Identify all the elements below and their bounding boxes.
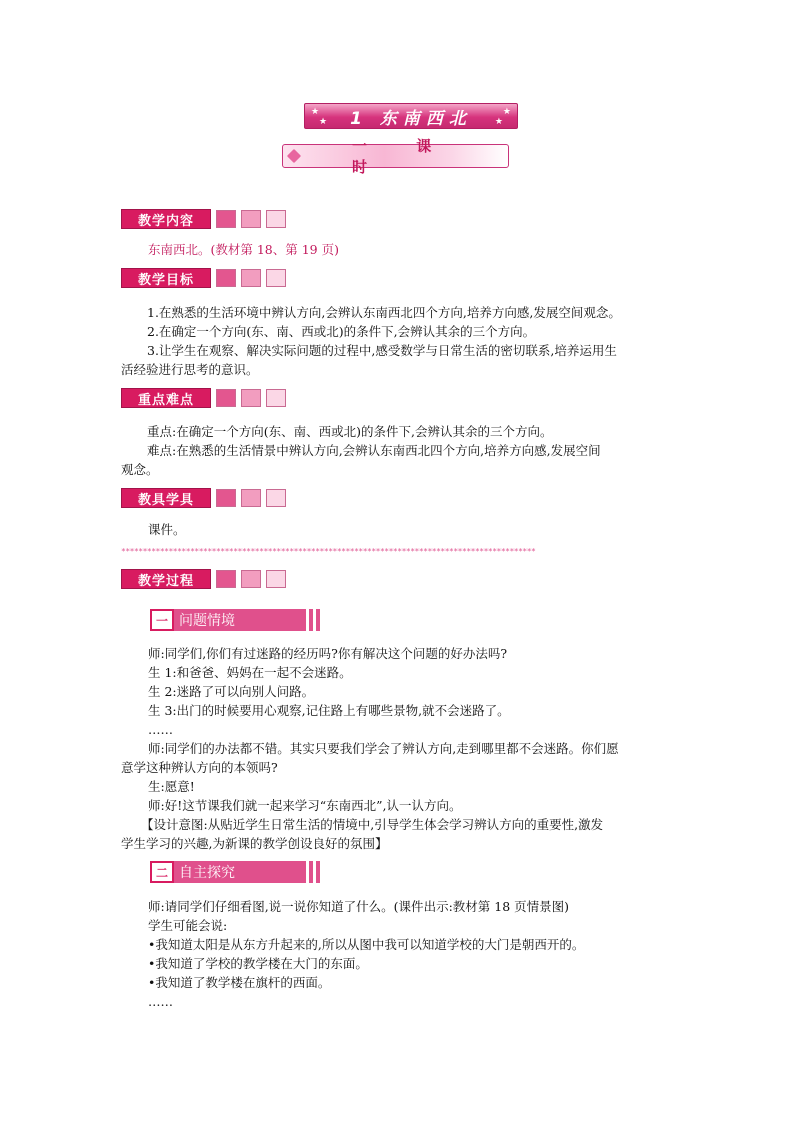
dialogue-line: 生:愿意! bbox=[148, 779, 195, 794]
star-icon: ★ bbox=[502, 107, 511, 117]
decor-square bbox=[266, 210, 286, 228]
goal-item: 3.让学生在观察、解决实际问题的过程中,感受数学与日常生活的密切联系,培养运用生 bbox=[147, 343, 617, 358]
dialogue-line: …… bbox=[148, 722, 173, 737]
decor-square bbox=[216, 489, 236, 507]
goal-item: 1.在熟悉的生活环境中辨认方向,会辨认东南西北四个方向,培养方向感,发展空间观念。 bbox=[147, 305, 621, 320]
decor-square bbox=[216, 269, 236, 287]
decor-bar bbox=[309, 609, 313, 631]
decor-bar bbox=[316, 609, 320, 631]
star-icon: ★ bbox=[494, 117, 503, 127]
lesson-title-banner bbox=[304, 103, 518, 129]
dialogue-line: 师:同学们,你们有过迷路的经历吗?你有解决这个问题的好办法吗? bbox=[148, 646, 508, 661]
dialogue-line: 师:请同学们仔细看图,说一说你知道了什么。(课件出示:教材第 18 页情景图) bbox=[148, 899, 570, 914]
part-number: 二 bbox=[150, 861, 174, 883]
decor-square bbox=[266, 570, 286, 588]
star-icon: ★ bbox=[319, 117, 328, 127]
dotted-separator: ************************************************************************************************ bbox=[121, 548, 536, 556]
decor-square bbox=[266, 269, 286, 287]
bullet-line: •我知道太阳是从东方升起来的,所以从图中我可以知道学校的大门是朝西开的。 bbox=[148, 937, 585, 952]
section-label: 教具学具 bbox=[121, 488, 211, 508]
design-intent-line: 学生学习的兴趣,为新课的教学创设良好的氛围】 bbox=[121, 836, 388, 851]
dialogue-line: …… bbox=[148, 994, 173, 1009]
section-header-tools bbox=[121, 488, 286, 508]
decor-square bbox=[241, 269, 261, 287]
section-label: 重点难点 bbox=[121, 388, 211, 408]
period-banner bbox=[282, 137, 509, 176]
keypoint-item: 难点:在熟悉的生活情景中辨认方向,会辨认东南西北四个方向,培养方向感,发展空间 bbox=[147, 443, 601, 458]
decor-square bbox=[216, 389, 236, 407]
star-icon: ★ bbox=[311, 107, 320, 117]
decor-bar bbox=[309, 861, 313, 883]
part-name: 自主探究 bbox=[174, 861, 306, 883]
lesson-title: 1 东南西北 bbox=[350, 108, 472, 129]
part-number: 一 bbox=[150, 609, 174, 631]
part-header-scenario bbox=[150, 609, 320, 631]
decor-square bbox=[241, 389, 261, 407]
decor-square bbox=[266, 489, 286, 507]
decor-square bbox=[241, 210, 261, 228]
decor-square bbox=[241, 489, 261, 507]
dialogue-line: 学生可能会说: bbox=[148, 918, 228, 933]
decor-square bbox=[241, 570, 261, 588]
decor-square bbox=[266, 389, 286, 407]
decor-bar bbox=[316, 861, 320, 883]
section-label: 教学过程 bbox=[121, 569, 211, 589]
dialogue-line: 生 3:出门的时候要用心观察,记住路上有哪些景物,就不会迷路了。 bbox=[148, 703, 510, 718]
keypoint-item: 观念。 bbox=[121, 462, 159, 477]
design-intent-line: 【设计意图:从贴近学生日常生活的情境中,引导学生体会学习辨认方向的重要性,激发 bbox=[141, 817, 604, 832]
arrow-icon bbox=[289, 149, 306, 163]
dialogue-line: 师:同学们的办法都不错。其实只要我们学会了辨认方向,走到哪里都不会迷路。你们愿 bbox=[148, 741, 619, 756]
keypoint-item: 重点:在确定一个方向(东、南、西或北)的条件下,会辨认其余的三个方向。 bbox=[147, 424, 553, 439]
goal-item: 2.在确定一个方向(东、南、西或北)的条件下,会辨认其余的三个方向。 bbox=[147, 324, 536, 339]
section-header-process bbox=[121, 569, 286, 589]
decor-square bbox=[216, 210, 236, 228]
decor-square bbox=[216, 570, 236, 588]
section-header-content bbox=[121, 209, 286, 229]
tools-text: 课件。 bbox=[148, 522, 186, 537]
part-header-explore bbox=[150, 861, 320, 883]
section-label: 教学内容 bbox=[121, 209, 211, 229]
goal-item: 活经验进行思考的意识。 bbox=[121, 362, 259, 377]
section-label: 教学目标 bbox=[121, 268, 211, 288]
period-label: 一 课 时 bbox=[351, 137, 454, 176]
dialogue-line: 意学这种辨认方向的本领吗? bbox=[121, 760, 278, 775]
section-header-keypoints bbox=[121, 388, 286, 408]
content-text: 东南西北。(教材第 18、第 19 页) bbox=[148, 242, 339, 257]
dialogue-line: 生 1:和爸爸、妈妈在一起不会迷路。 bbox=[148, 665, 352, 680]
dialogue-line: 生 2:迷路了可以向别人问路。 bbox=[148, 684, 315, 699]
section-header-goals bbox=[121, 268, 286, 288]
bullet-line: •我知道了学校的教学楼在大门的东面。 bbox=[148, 956, 368, 971]
dialogue-line: 师:好!这节课我们就一起来学习“东南西北”,认一认方向。 bbox=[148, 798, 462, 813]
part-name: 问题情境 bbox=[174, 609, 306, 631]
bullet-line: •我知道了教学楼在旗杆的西面。 bbox=[148, 975, 331, 990]
